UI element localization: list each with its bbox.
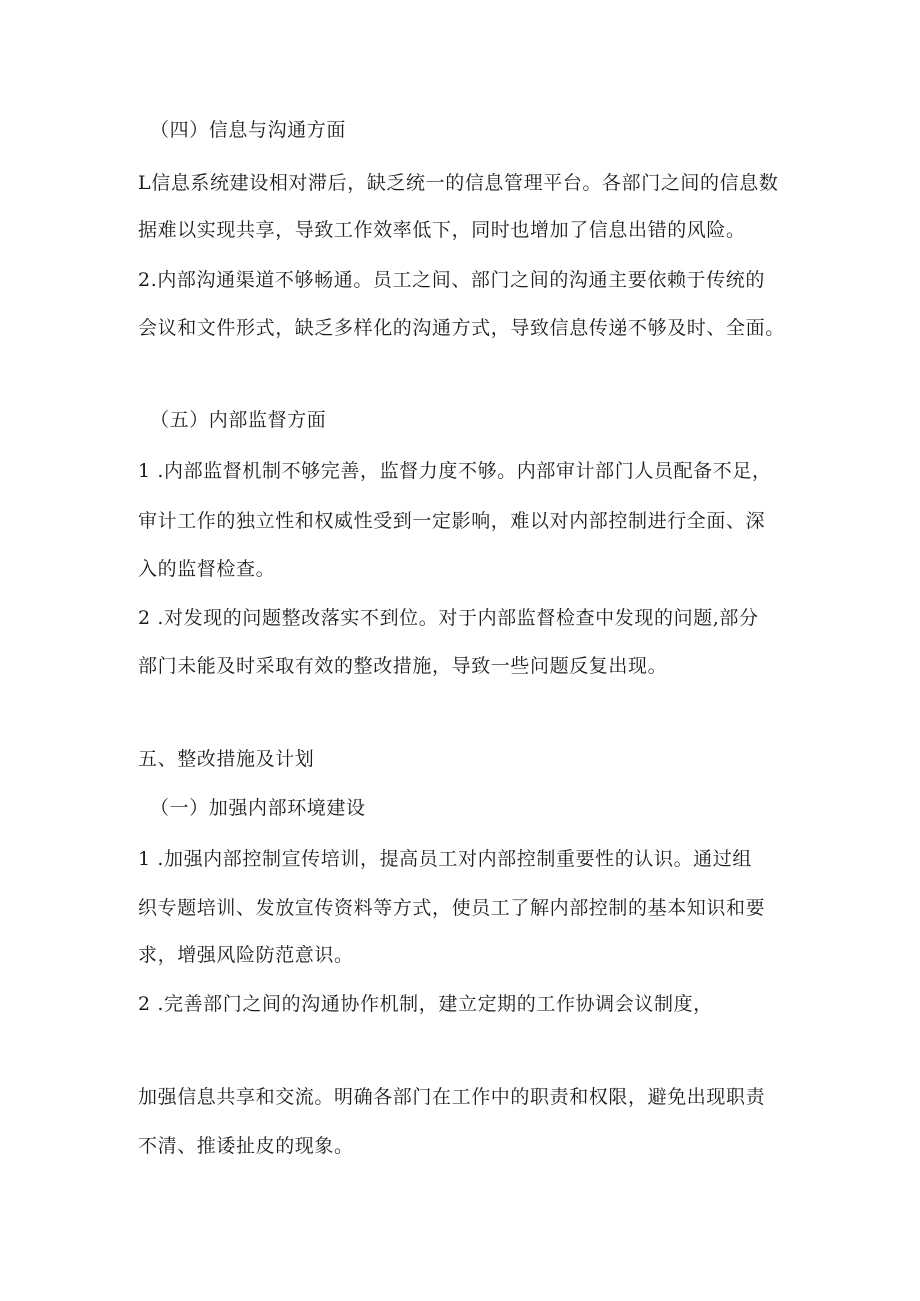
paragraph-line: 入的监督检查。: [138, 558, 276, 580]
paragraph-line: 部门未能及时采取有效的整改措施，导致一些问题反复出现。: [138, 655, 668, 677]
section-heading-4: （四）信息与沟通方面: [150, 119, 347, 141]
paragraph-line: 2 .对发现的问题整改落实不到位。对于内部监督检查中发现的问题,部分: [138, 607, 759, 629]
paragraph-line: 会议和文件形式，缺乏多样化的沟通方式，导致信息传递不够及时、全面。: [138, 317, 785, 339]
paragraph-line: 不清、推诿扯皮的现象。: [138, 1135, 354, 1157]
paragraph-line: 加强信息共享和交流。明确各部门在工作中的职责和权限，避免出现职责: [138, 1086, 766, 1108]
chapter-title: 五、整改措施及计划: [138, 748, 315, 770]
paragraph-line: 求，增强风险防范意识。: [138, 944, 354, 966]
paragraph-line: 2.内部沟通渠道不够畅通。员工之间、部门之间的沟通主要依赖于传统的: [138, 269, 765, 291]
paragraph-line: 2 .完善部门之间的沟通协作机制，建立定期的工作协调会议制度，: [138, 993, 713, 1015]
paragraph-line: 据难以实现共享，导致工作效率低下，同时也增加了信息出错的风险。: [138, 219, 746, 241]
subsection-heading: （一）加强内部环境建设: [150, 797, 366, 819]
paragraph-line: 审计工作的独立性和权威性受到一定影响，难以对内部控制进行全面、深: [138, 510, 766, 532]
paragraph-line: 1 .加强内部控制宣传培训，提高员工对内部控制重要性的认识。通过组: [138, 848, 752, 870]
section-heading-5: （五）内部监督方面: [150, 409, 327, 431]
paragraph-line: L信息系统建设相对滞后，缺乏统一的信息管理平台。各部门之间的信息数: [138, 172, 779, 194]
paragraph-line: 织专题培训、发放宣传资料等方式，使员工了解内部控制的基本知识和要: [138, 897, 766, 919]
paragraph-line: 1 .内部监督机制不够完善，监督力度不够。内部审计部门人员配备不足，: [138, 460, 772, 482]
